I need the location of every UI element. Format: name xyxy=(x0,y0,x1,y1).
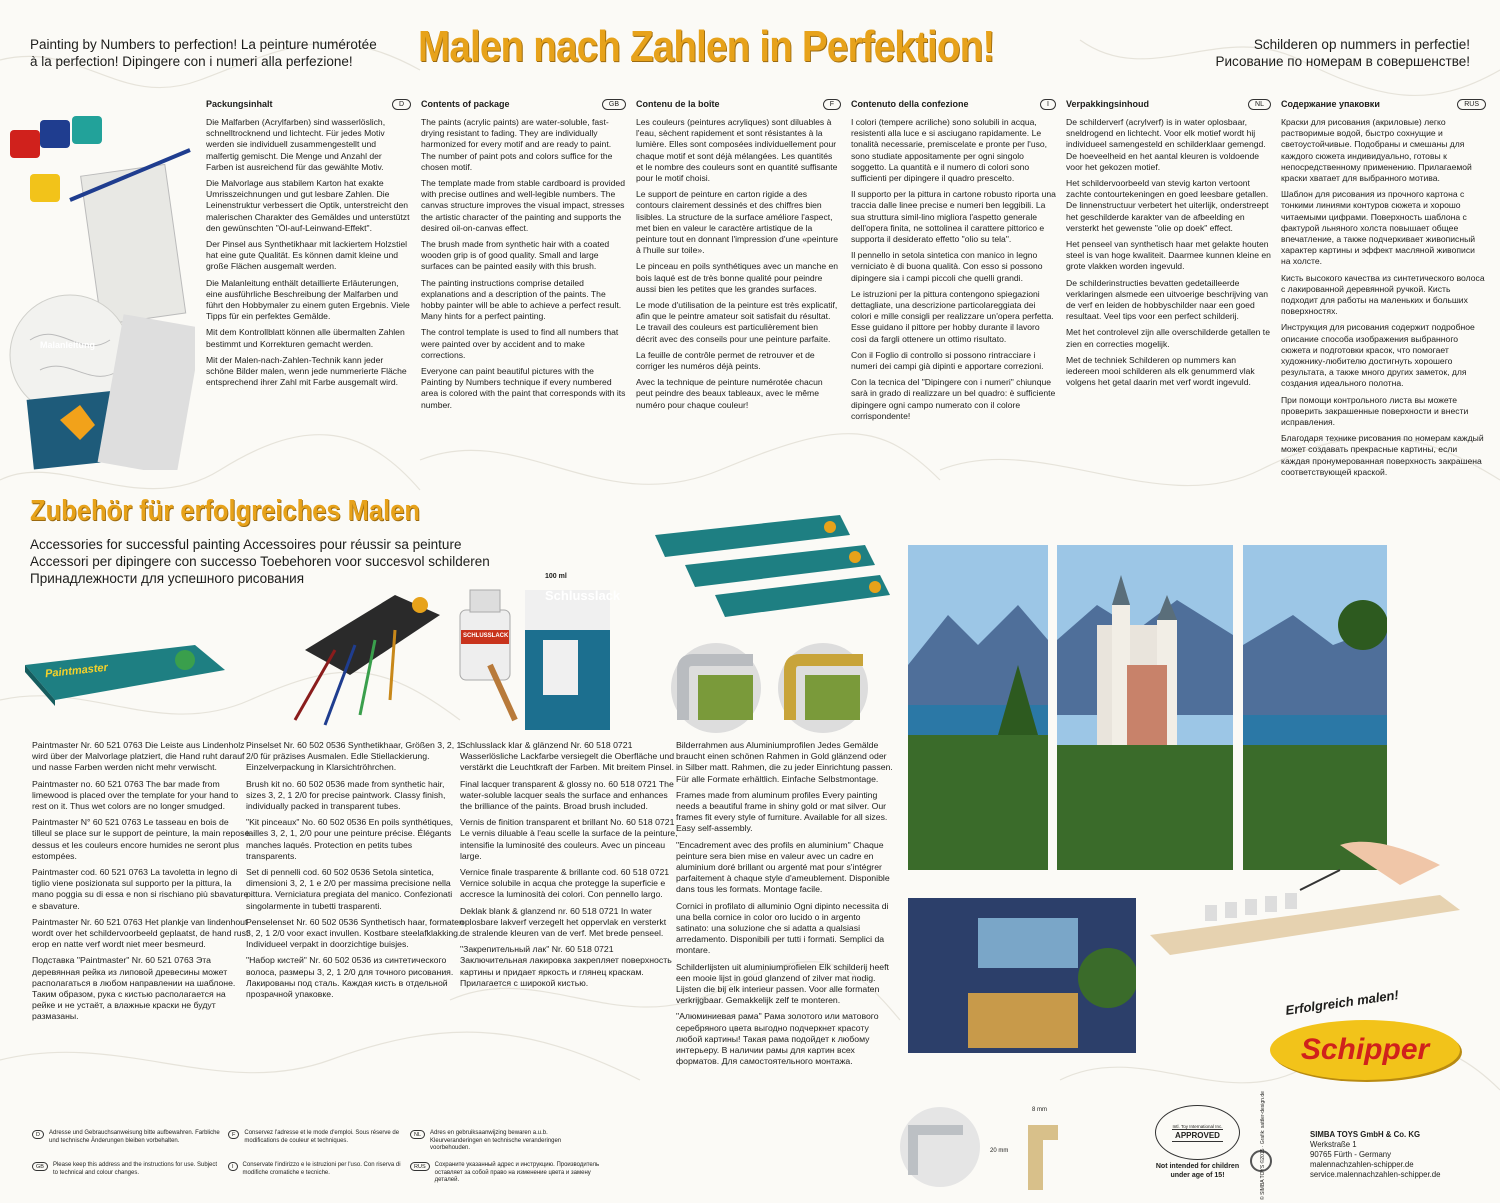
accessory-paragraph: Schilderlijsten uit aluminiumprofielen Elk schilderij heeft een mooie lijst in goud glanzend of zilver mat nodig. Lijsten die bij elk interieur passen. Voor alle formaten verkrijgbaar. Gemakkelijk zelf te monteren. xyxy=(676,961,889,1006)
approved-badge-top: Intl. Toy International Inc. xyxy=(1172,1123,1223,1129)
accessory-paragraph: Brush kit no. 60 502 0536 made from synthetic hair, sizes 3, 2, 1 2/0 for precise paintwork. Classy finish, individually packed in transparent tubes. xyxy=(246,778,446,812)
column-paragraph: Les couleurs (peintures acryliques) sont diluables à l'eau, sèchent rapidement et sont résistantes à la lumière. Elles sont composées individuellement pour chaque motif et sont déjà mélangées. Les quantités et le nombre des couleurs sont en quantité suffisante pour le motif choisi. xyxy=(636,117,838,184)
column-paragraph: Het schildervoorbeeld van stevig karton vertoont zachte contourtekeningen en goed leesbare getallen. De linnenstructuur verbetert het uiterlijk, onderstreept het geschilderde karakter van de afbeelding en versterkt het gewenste "olie op doek" effect. xyxy=(1066,178,1269,233)
brush-kit-image xyxy=(265,590,445,730)
column-paragraph: Mit der Malen-nach-Zahlen-Technik kann jeder schöne Bilder malen, wenn jede nummerierte Fläche entsprechend ihrer Zahl mit Farbe ausgemalt wird. xyxy=(206,354,407,388)
accessory-column-paintmaster xyxy=(32,740,250,1028)
footer-note-gb xyxy=(32,1162,222,1177)
column-paragraph: Everyone can paint beautiful pictures with the Painting by Numbers technique if every numbered area is colored with the paint that corresponds with its number. xyxy=(421,366,626,410)
header-left-line: à la perfection! Dipingere con i numeri alla perfezione! xyxy=(30,54,353,69)
column-paragraph: Met het controlevel zijn alle overschilderde getallen te zien en correcties mogelijk. xyxy=(1066,327,1270,349)
column-nl xyxy=(1066,98,1271,393)
header-left-line: Painting by Numbers to perfection! La peinture numérotée xyxy=(30,37,377,52)
header-right-line: Рисование по номерам в совершенстве! xyxy=(1215,54,1470,69)
column-paragraph: Der Pinsel aus Synthetikhaar mit lackiertem Holzstiel hat eine gute Qualität. Es können damit kleine und große Flächen ausgemalt werden. xyxy=(206,239,408,272)
note-text: Adresse und Gebrauchsanweisung bitte aufbewahren. Farbliche und technische Änderungen bleiben vorbehalten. xyxy=(48,1130,220,1144)
company-line: Werkstraße 1 xyxy=(1310,1140,1357,1149)
note-badge: I xyxy=(228,1162,238,1171)
column-paragraph: Il pennello in setola sintetica con manico in legno verniciato è di buona qualità. Con esso si possono dipingere sia i campi piccoli che quelli grandi. xyxy=(851,250,1043,283)
accessory-column-frames xyxy=(676,740,894,1072)
room-with-painting-image xyxy=(908,898,1136,1053)
footer-note-f xyxy=(228,1130,418,1145)
company-line: 90765 Fürth - Germany xyxy=(1310,1150,1392,1159)
accessory-column-lacquer xyxy=(460,740,678,994)
frame-dimension-top: 8 mm xyxy=(1032,1107,1047,1113)
accessory-paragraph: Paintmaster N° 60 521 0763 Le tasseau en bois de tilleul se place sur le support de peinture, la main repose dessus et les couleurs encore humides ne seront plus estompées. xyxy=(32,817,250,861)
brand-name: Schipper xyxy=(1300,1033,1430,1066)
column-paragraph: Le istruzioni per la pittura contengono spiegazioni dettagliate, una descrizione particolareggiata dei colori e mille consigli per realizzare un'opera perfetta. Esse guidano il pittore per hobby durante il lavoro così da fargli ottenere un ottimo risultato. xyxy=(851,288,1054,344)
column-paragraph: The control template is used to find all numbers that were painted over by accident and to make corrections. xyxy=(421,327,619,360)
company-line: malennachzahlen-schipper.de xyxy=(1310,1160,1414,1169)
accessory-paragraph: Frames made from aluminum profiles Every painting needs a beautiful frame in shiny gold or mat silver. Our frames fit every style of furniture. Available for all sizes. Easy self-assembly. xyxy=(676,789,888,834)
column-paragraph: Краски для рисования (акриловые) легко растворимые водой, быстро сохнущие и светоустойчивые. Подобраны и смешаны для каждого сюжета индивидуально, готовы к непосредственному применению. Прилагаемой краски хватает для выбранного мотива. xyxy=(1281,117,1472,184)
kit-contents-image xyxy=(0,100,195,470)
column-heading: Packungsinhalt xyxy=(206,98,273,109)
lacquer-bottle-label: SCHLUSSLACK xyxy=(463,633,509,639)
accessories-subtitles xyxy=(30,536,490,587)
footer-note-d xyxy=(32,1130,222,1145)
accessory-paragraph: Deklak blank & glanzend nr. 60 518 0721 In water oplosbare lakverf verzegelt het oppervlak en versterkt de stralende kleuren van de verf. Met brede penseel. xyxy=(460,905,667,939)
accessory-paragraph: Cornici in profilato di alluminio Ogni dipinto necessita di una bella cornice in color oro lucido o in argento satinato: una soluzione che si adatta a qualsiasi arredamento. Disponibili per tutti i formati. Semplici da montare. xyxy=(676,900,889,956)
accessory-paragraph: "Kit pinceaux" No. 60 502 0536 En poils synthétiques, tailles 3, 2, 1, 2/0 pour une peinture précise. Élégants manches laqués. Protection en petits tubes transparents. xyxy=(246,817,454,861)
frame-profile-silver-image xyxy=(898,1105,983,1190)
column-paragraph: Die Malvorlage aus stabilem Karton hat exakte Umrisszeichnungen und gut lesbare Zahlen. Die Leinenstruktur verbessert die Optik, unterstreicht den malerischen Charakter des Gemäldes und unterstützt den gewünschten "Öl-auf-Leinwand-Effekt". xyxy=(206,178,410,233)
accessory-paragraph: Paintmaster cod. 60 521 0763 La tavoletta in legno di tiglio viene posizionata sul supporto per la pittura, la mano poggia su di essa e non si rischiano più sbavature e sbavature. xyxy=(32,867,249,911)
footer-note-i xyxy=(228,1162,418,1177)
frame-profile-section-image xyxy=(1018,1120,1078,1195)
column-paragraph: La feuille de contrôle permet de retrouver et de corriger les numéros déjà peints. xyxy=(636,349,815,372)
accessories-line: Accessori per dipingere con successo Toebehoren voor succesvol schilderen xyxy=(30,554,490,569)
lacquer-box-label: Schlusslack xyxy=(545,588,621,603)
instructions-label: Malanleitung xyxy=(40,340,96,350)
accessories-line: Принадлежности для успешного рисования xyxy=(30,571,305,586)
accessory-paragraph: Vernice finale trasparente & brillante cod. 60 518 0721 Vernice solubile in acqua che protegge la superficie e accresce la luminosità dei colori. Con pennello largo. xyxy=(460,867,670,900)
header-subtitle-left xyxy=(30,36,377,70)
column-paragraph: При помощи контрольного листа вы можете проверить закрашенные поверхности и внести исправления. xyxy=(1281,394,1469,428)
accessory-paragraph: Final lacquer transparent & glossy no. 60 518 0721 The water-soluble lacquer seals the surface and enhances the brilliance of the paints. Broad brush included. xyxy=(460,778,674,812)
column-paragraph: Il supporto per la pittura in cartone robusto riporta una traccia dalle linee precise e numeri ben leggibili. La sua struttura simil-lino migliora l'aspetto generale dell'opera finita, ne sottolinea il carattere pittorico e supporta il desiderato effetto "olio su tela". xyxy=(851,189,1056,245)
accessory-paragraph: Set di pennelli cod. 60 502 0536 Setola sintetica, dimensioni 3, 2, 1 e 2/0 per massima precisione nella pittura. Verniciatura pregiata del manico. Confezionati singolarmente in tubetti trasparenti. xyxy=(246,867,453,911)
column-i xyxy=(851,98,1056,427)
note-badge: RUS xyxy=(410,1162,430,1171)
note-text: Please keep this address and the instructions for use. Subject to technical and colour changes. xyxy=(52,1162,218,1176)
column-paragraph: Шаблон для рисования из прочного картона с тонкими линиями контуров сюжета и хорошо читаемыми цифрами. Поверхность шаблона с фактурой льняного холста повышает общее впечатление, а также подчеркивает живописный характер картины и эффект масляной живописи на холсте. xyxy=(1281,189,1476,267)
column-paragraph: Инструкция для рисования содержит подробное описание способа изображения выбранного сюжета и подготовки красок, что помогает художнику-любителю достигнуть хорошего результата, а также много других заметок, для создания идеального полотна. xyxy=(1281,322,1475,389)
accessory-paragraph: "Алюминиевая рама" Рама золотого или матового серебряного цвета выгодно подчеркнет красоту любой картины! Такая рама подойдет к любому интерьеру. В наличии рамы для картин всех форматов. Для самостоятельного монтажа. xyxy=(676,1011,879,1067)
column-paragraph: The template made from stable cardboard is provided with precise outlines and well-legible numbers. The canvas structure improves the visual impact, stresses the artistic character of the painting and supports the desired oil-on-canvas effect. xyxy=(421,178,625,233)
lacquer-volume: 100 ml xyxy=(545,573,567,580)
accessory-paragraph: Подставка "Paintmaster" Nr. 60 521 0763 Эта деревянная рейка из липовой древесины может располагаться в любом направлении на шаблоне. Таким образом, рука с кистью располагается на рейке и не устаёт, а влажные краски не будут размазаны. xyxy=(32,955,236,1022)
note-text: Conservate l'indirizzo e le istruzioni per l'uso. Con riserva di modifiche cromatiche e tecniche. xyxy=(242,1162,401,1176)
company-line: SIMBA TOYS GmbH & Co. KG xyxy=(1310,1130,1421,1139)
column-paragraph: The painting instructions comprise detailed explanations and a description of the paints. The hobby painter will be able to achieve a perfect result. Many hints for a perfect painting. xyxy=(421,277,622,322)
accessory-paragraph: Paintmaster Nr. 60 521 0763 Die Leiste aus Lindenholz wird über der Malvorlage platziert, die Hand ruht darauf und nasse Farben werden nicht mehr verwischt. xyxy=(32,740,245,773)
paintmaster-label: Paintmaster xyxy=(44,661,109,681)
column-paragraph: Благодаря технике рисования по номерам каждый может создавать прекрасные картины, если каждая пронумерованная поверхность закрашена соответствующей краской. xyxy=(1281,433,1484,477)
column-paragraph: Кисть высокого качества из синтетического волоса с лакированной деревянной ручкой. Кисть подходит для работы на маленьких и больших поверхностях. xyxy=(1281,272,1485,317)
aluminium-frames-packs-image xyxy=(650,515,890,635)
painting-hand-illustration xyxy=(1140,835,1490,965)
accessory-paragraph: Schlusslack klar & glänzend Nr. 60 518 0721 Wasserlösliche Lackfarbe versiegelt die Oberfläche und verstärkt die Leuchtkraft der Farben. Mit breitem Pinsel. xyxy=(460,740,675,773)
note-badge: F xyxy=(228,1130,239,1139)
header-right-line: Schilderen op nummers in perfectie! xyxy=(1253,37,1470,52)
column-paragraph: Die Malanleitung enthält detaillierte Erläuterungen, eine ausführliche Beschreibung der Malfarben und führt den Hobbymaler zu einem guten Ergebnis. Viele Tipps für ein perfektes Gemälde. xyxy=(206,277,410,322)
accessory-paragraph: Paintmaster Nr. 60 521 0763 Het plankje van lindenhout wordt over het schildervoorbeeld geplaatst, de hand rust erop en natte verf wordt niet meer besmeurd. xyxy=(32,916,249,950)
company-address xyxy=(1310,1130,1440,1180)
column-heading: Contenu de la boîte xyxy=(636,98,720,109)
language-badge: I xyxy=(1040,99,1056,110)
accessory-paragraph: Bilderrahmen aus Aluminiumprofilen Jedes Gemälde braucht einen schönen Rahmen in Gold glänzend oder in Silber matt. Rahmen, die zu jeder Einrichtung passen. Für alle Formate erhältlich. Einfache Selbstmontage. xyxy=(676,740,893,784)
note-text: Adres en gebruiksaanwijzing bewaren a.u.b. Kleurveranderingen en technische veranderingen voorbehouden. xyxy=(430,1130,562,1151)
approved-badge xyxy=(1155,1105,1240,1160)
brand-logo xyxy=(1270,1020,1460,1080)
column-heading: Contents of package xyxy=(421,98,510,109)
accessory-paragraph: Pinselset Nr. 60 502 0536 Synthetikhaar, Größen 3, 2, 1 2/0 für präzises Ausmalen. Edle Stiellackierung. Einzelverpackung in Klarsichtröhrchen. xyxy=(246,740,462,773)
column-paragraph: Le mode d'utilisation de la peinture est très explicatif, afin que le peintre amateur soit satisfait du résultat. Le travail des couleurs est particulièrement bien décrit avec des conseils pour une peinture parfaite. xyxy=(636,300,838,344)
column-paragraph: Con la tecnica del "Dipingere con i numeri" chiunque sarà in grado di realizzare un bel quadro: è sufficiente dipingere ogni campo numerato con il colore corrispondente! xyxy=(851,377,1056,421)
copyright-vertical: © SIMBA TOYS ©2015 · Grafik: sattler-design.de xyxy=(1260,1091,1266,1200)
column-paragraph: The paints (acrylic paints) are water-soluble, fast-drying resistant to fading. They are individually harmonized for every motif and are ready to paint. The number of paint pots and colors suffice for the chosen motif. xyxy=(421,117,613,172)
accessories-line: Accessories for successful painting Accessoires pour réussir sa peinture xyxy=(30,537,462,552)
column-paragraph: Avec la technique de peinture numérotée chacun peut peindre des beaux tableaux, avec le même numéro pour chaque couleur! xyxy=(636,377,823,410)
page-title: Malen nach Zahlen in Perfektion! xyxy=(418,22,995,71)
note-badge: D xyxy=(32,1130,44,1139)
frame-corner-samples-image xyxy=(668,640,878,740)
column-paragraph: Con il Foglio di controllo si possono rintracciare i numeri dei campi già dipinti e apportare correzioni. xyxy=(851,349,1044,372)
castle-panel-left xyxy=(908,545,1048,870)
note-badge: GB xyxy=(32,1162,48,1171)
column-heading: Verpakkingsinhoud xyxy=(1066,98,1150,109)
column-paragraph: I colori (tempere acriliche) sono solubili in acqua, resistenti alla luce e si asciugano rapidamente. Le tonalità necessarie, premiscelate e pronte per l'uso, sono studiate appositamente per ogni singolo soggetto. La quantità e il numero di colori sono sufficienti per dipingere il quadro prescelto. xyxy=(851,117,1048,184)
column-gb xyxy=(421,98,626,416)
castle-panel-center xyxy=(1057,545,1233,870)
castle-panel-right xyxy=(1243,545,1387,870)
accessory-paragraph: Penselenset Nr. 60 502 0536 Synthetisch haar, formaten 3, 2, 1 2/0 voor exact invullen. Kostbare steelafklakking. Individueel verpakt in doorzichtige buisjes. xyxy=(246,916,464,950)
column-heading: Contenuto della confezione xyxy=(851,98,969,109)
note-text: Conservez l'adresse et le mode d'emploi. Sous réserve de modifications de couleur et techniques. xyxy=(244,1130,400,1144)
column-paragraph: The brush made from synthetic hair with a coated wooden grip is of good quality. Small and large surfaces can be painted easily with this brush. xyxy=(421,239,610,272)
column-paragraph: Die Malfarben (Acrylfarben) sind wasserlöslich, schnelltrocknend und lichtecht. Für jedes Motiv werden sie individuell zusammengestellt und malfertig gemischt. Die Menge und Anzahl der Farben ist ausreichend für das gewählte Motiv. xyxy=(206,117,386,172)
column-paragraph: Het penseel van synthetisch haar met gelakte houten steel is van hoge kwaliteit. Daarmee kunnen kleine en grote vlakken worden ingevuld. xyxy=(1066,239,1271,272)
language-badge: NL xyxy=(1248,99,1271,110)
accessory-paragraph: Vernis de finition transparent et brillant No. 60 518 0721 Le vernis diluable à l'eau scelle la surface de la peinture, intensifie la luminosité des couleurs. Avec un pinceau large. xyxy=(460,817,678,861)
column-rus xyxy=(1281,98,1486,483)
frame-dimension-side: 20 mm xyxy=(990,1148,1009,1154)
company-line: service.malennachzahlen-schipper.de xyxy=(1310,1170,1441,1179)
footer-note-nl xyxy=(410,1130,600,1153)
column-paragraph: Met de techniek Schilderen op nummers kan iedereen mooi schilderen als elk genummerd vlak volgens het getal daarin met verf wordt ingevuld. xyxy=(1066,354,1255,388)
language-badge: D xyxy=(392,99,411,110)
column-paragraph: De schilderinstructies bevatten gedetailleerde verklaringen alsmede een uitvoerige beschrijving van de verf en leiden de hobbyschilder naar een goed resultaat. Veel tips voor een perfect schilderij. xyxy=(1066,277,1269,322)
note-badge: NL xyxy=(410,1130,425,1139)
accessory-paragraph: "Encadrement avec des profils en aluminium" Chaque peinture sera bien mise en valeur avec un cadre en aluminium doré brillant ou argenté mat pour s'intégrer parfaitement à chaque style d'ameublement. Disponible dans tous les formats. Montage facile. xyxy=(676,839,890,895)
column-de xyxy=(206,98,411,393)
note-text: Сохраните указанный адрес и инструкцию. Производитель оставляет за собой право на изменение цвета и замену деталей. xyxy=(434,1162,600,1183)
language-badge: GB xyxy=(602,99,626,110)
accessory-paragraph: "Закрепительный лак" Nr. 60 518 0721 Заключительная лакировка закрепляет поверхность картины и придает яркость и глянец краскам. Прилагается с широкой кистью. xyxy=(460,944,672,988)
column-paragraph: Le pinceau en poils synthétiques avec un manche en bois laqué est de très bonne qualité pour peindre aussi bien les petites que les grandes surfaces. xyxy=(636,261,839,294)
column-paragraph: Le support de peinture en carton rigide a des contours clairement dessinés et des chiffres bien lisibles. La structure de la surface améliore l'aspect, met bien en valeur le caractère artistique de la peinture tout en donnant l'impression d'une «peinture à l'huile sur toile». xyxy=(636,189,839,256)
accessory-paragraph: Paintmaster no. 60 521 0763 The bar made from limewood is placed over the template for your hand to rest on it. Thus wet colors are no longer smudged. xyxy=(32,778,239,812)
footer-note-rus xyxy=(410,1162,600,1185)
accessories-title: Zubehör für erfolgreiches Malen xyxy=(30,495,420,527)
column-paragraph: De schilderverf (acrylverf) is in water oplosbaar, sneldrogend en lichtecht. Voor elk motief wordt hij individueel samengesteld en schilderklaar gemengd. De hoeveelheid en het aantal kleuren is voldoende voor het gekozen motief. xyxy=(1066,117,1266,172)
column-paragraph: Mit dem Kontrollblatt können alle übermalten Zahlen bestimmt und Korrekturen gemacht werden. xyxy=(206,327,405,349)
age-warning: Not intended for children under age of 15! xyxy=(1155,1163,1240,1179)
language-badge: F xyxy=(823,99,841,110)
approved-label: APPROVED xyxy=(1172,1129,1223,1142)
column-heading: Содержание упаковки xyxy=(1281,98,1380,109)
accessory-column-brush-kit xyxy=(246,740,464,1005)
language-badge: RUS xyxy=(1457,99,1486,110)
brand-slogan: Erfolgreich malen! xyxy=(1284,987,1400,1018)
column-f xyxy=(636,98,841,416)
header-subtitle-right xyxy=(1216,36,1470,70)
accessory-paragraph: "Набор кистей" Nr. 60 502 0536 из синтетического волоса, размеры 3, 2, 1 2/0 для точного рисования. Лакированы под сталь. Каждая кисть в отдельной прозрачной упаковке. xyxy=(246,955,454,1000)
